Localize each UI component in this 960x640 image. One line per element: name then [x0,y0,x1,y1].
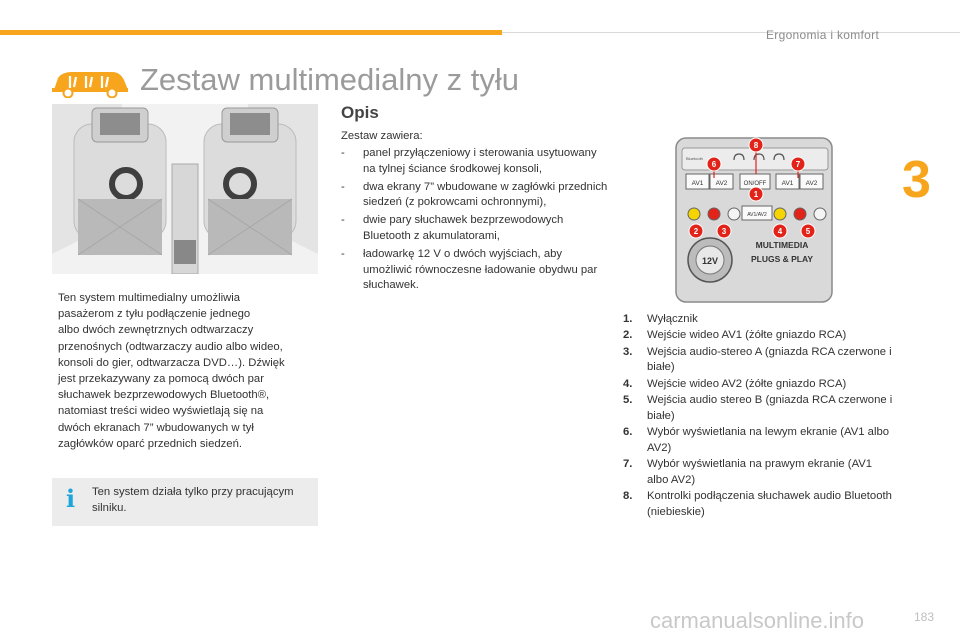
intro-line: natomiast treści wideo wyświetlają się na [58,405,264,418]
rca-white-jack-a[interactable] [728,208,740,220]
callout-3: 3 [721,227,727,236]
legend-text: Wybór wyświetlania na prawym ekranie (AV1 albo AV2) [647,458,873,486]
contains-label: Zestaw zawiera: [341,130,423,142]
list-item-text: dwa ekrany 7” wbudowane w zagłówki przednich siedzeń (z pokrowcami ochronnymi), [363,180,608,209]
intro-line: jest przekazywany za pomocą dwóch par [58,373,264,386]
callout-7: 7 [795,160,801,169]
legend-item [623,312,893,328]
legend-text: Wejście wideo AV2 (żółte gniazdo RCA) [647,377,847,390]
legend-number: 4. [623,377,633,390]
intro-line: pasażerom z tyłu podłączenie jednego [58,308,251,321]
legend-number: 3. [623,345,633,358]
legend-number: 7. [623,458,633,471]
callout-4: 4 [777,227,783,236]
legend-list [623,312,893,521]
legend-text: Kontrolki podłączenia słuchawek audio Bluetooth (niebieskie) [647,490,892,519]
legend-text: Wejścia audio stereo B (gniazda RCA czerwone i białe) [647,393,893,422]
legend-item [623,393,893,425]
multimedia-panel-diagram [672,134,840,304]
contents-list [341,146,609,296]
svg-text:AV1/AV2: AV1/AV2 [747,212,767,218]
panel-label-line2: PLUGS & PLAY [750,254,814,264]
section-heading: Opis [341,103,379,122]
list-item-text: dwie pary słuchawek bezprzewodowych Bluetooth z akumulatorami, [363,214,564,242]
list-dash: - [341,214,345,227]
intro-line: dwóch ekranach 7” wbudowanych w tył [58,421,254,434]
svg-text:12V: 12V [701,256,719,266]
legend-text: Wejście wideo AV1 (żółte gniazdo RCA) [647,329,847,342]
bluetooth-label: Bluetooth [686,156,703,161]
legend-item [623,489,893,521]
rca-white-jack-b[interactable] [814,208,826,220]
rca-av1-video-jack[interactable] [688,208,700,220]
page-number: 183 [914,610,935,624]
legend-item [623,457,893,489]
callout-2: 2 [693,227,699,236]
svg-text:AV2: AV2 [715,180,728,187]
intro-line: albo dwóch zewnętrznych odtwarzaczy [58,324,254,337]
legend-number: 5. [623,393,633,406]
legend-number: 8. [623,490,633,503]
legend-item [623,425,893,457]
list-item-text: panel przyłączeniowy i sterowania usytuowany na tylnej ściance środkowej konsoli, [363,147,597,175]
callout-5: 5 [805,227,811,236]
rear-seats-photo [52,104,318,274]
chapter-number: 3 [902,151,931,209]
list-item [341,180,609,212]
page-title: Zestaw multimedialny z tyłu [140,62,520,97]
car-icon [50,68,130,98]
list-dash: - [341,247,345,260]
intro-paragraph [58,290,320,452]
intro-line: przenośnych (odtwarzaczy audio albo wideo, [58,340,283,353]
callout-6: 6 [711,160,717,169]
svg-text:AV2: AV2 [805,180,818,187]
intro-line: konsoli do gier, odtwarzacza DVD…). Dźwięk [58,356,285,369]
list-item [341,213,609,245]
rca-red-jack-a[interactable] [708,208,720,220]
legend-item [623,377,893,393]
svg-text:ON/OFF: ON/OFF [743,181,767,187]
info-text: Ten system działa tylko przy pracującym silniku. [92,486,294,514]
watermark: carmanualsonline.info [650,608,865,633]
legend-item [623,328,893,344]
panel-label-line1: MULTIMEDIA [755,240,809,250]
header-rule [502,32,960,33]
list-item [341,146,609,178]
legend-number: 1. [623,313,633,325]
list-dash: - [341,180,345,193]
svg-text:AV1: AV1 [781,180,794,187]
header-accent-bar [0,30,502,35]
legend-text: Wejścia audio-stereo A (gniazda RCA czerwone i białe) [647,345,892,374]
list-item [341,247,609,294]
callout-8: 8 [753,141,759,150]
legend-text: Wybór wyświetlania na lewym ekranie (AV1 albo AV2) [647,426,890,454]
rca-av2-video-jack[interactable] [774,208,786,220]
info-note [52,478,318,526]
section-title: Ergonomia i komfort [766,28,880,42]
legend-number: 6. [623,426,633,439]
legend-number: 2. [623,329,633,342]
list-item-text: ładowarkę 12 V o dwóch wyjściach, aby umożliwić równoczesne ładowanie obydwu par słuchawek. [363,247,598,292]
legend-item [623,345,893,377]
list-dash: - [341,147,345,159]
info-icon: i [66,484,76,513]
intro-line: słuchawek bezprzewodowych Bluetooth®, [58,389,270,402]
intro-line: Ten system multimedialny umożliwia [58,292,241,304]
callout-1: 1 [753,190,759,199]
intro-line: zagłówków oparć przednich siedzeń. [58,437,242,450]
legend-text: Wyłącznik [647,313,698,325]
rca-red-jack-b[interactable] [794,208,806,220]
svg-text:AV1: AV1 [691,180,704,187]
